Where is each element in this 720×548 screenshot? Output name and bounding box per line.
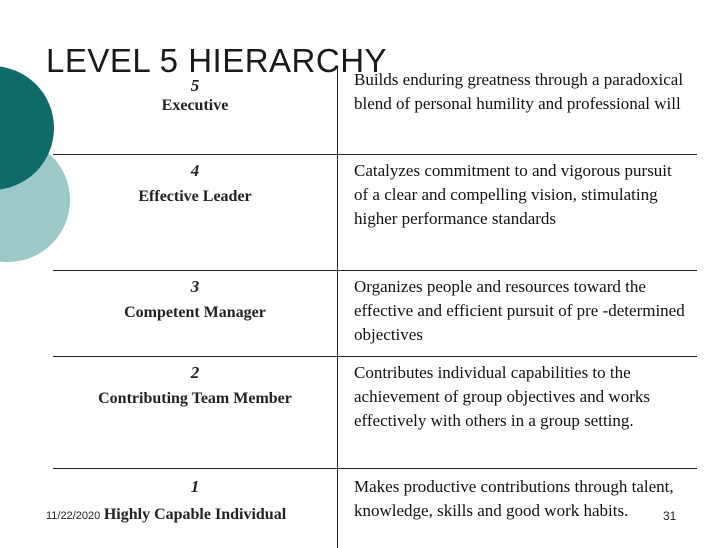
level-name: Contributing Team Member bbox=[98, 389, 292, 407]
table-row bbox=[53, 468, 697, 548]
level-cell bbox=[53, 66, 338, 154]
slide-title: LEVEL 5 HIERARCHY bbox=[46, 42, 388, 79]
hierarchy-table bbox=[53, 66, 697, 548]
level-name: Competent Manager bbox=[124, 303, 266, 321]
table-row bbox=[53, 356, 697, 468]
level-description: Organizes people and resources toward the effective and efficient pursuit of pre -determined objectives bbox=[338, 270, 698, 356]
footer-date: 11/22/2020 bbox=[46, 510, 101, 522]
level-number: 5 bbox=[190, 76, 200, 95]
table-row bbox=[53, 270, 697, 356]
level-cell bbox=[53, 154, 338, 270]
level-description: Contributes individual capabilities to the achievement of group objectives and works effectively with others in a group setting. bbox=[338, 356, 698, 468]
level-cell bbox=[53, 270, 338, 356]
level-name: Highly Capable Individual bbox=[103, 505, 287, 523]
level-number: 3 bbox=[190, 276, 200, 296]
level-name: Effective Leader bbox=[138, 187, 252, 205]
level-number: 1 bbox=[190, 476, 200, 496]
level-number: 4 bbox=[190, 160, 200, 180]
level-description: Catalyzes commitment to and vigorous pursuit of a clear and compelling vision, stimulating higher performance standards bbox=[338, 154, 698, 270]
level-cell bbox=[53, 356, 338, 468]
level-name: Executive bbox=[161, 97, 229, 114]
table-row bbox=[53, 154, 697, 270]
table-row bbox=[53, 66, 697, 154]
level-cell bbox=[53, 468, 338, 548]
page-number: 31 bbox=[663, 509, 677, 523]
level-number: 2 bbox=[190, 362, 200, 382]
level-description: Builds enduring greatness through a paradoxical blend of personal humility and professional will bbox=[338, 66, 698, 154]
level-description: Makes productive contributions through talent, knowledge, skills and good work habits. bbox=[354, 476, 674, 520]
